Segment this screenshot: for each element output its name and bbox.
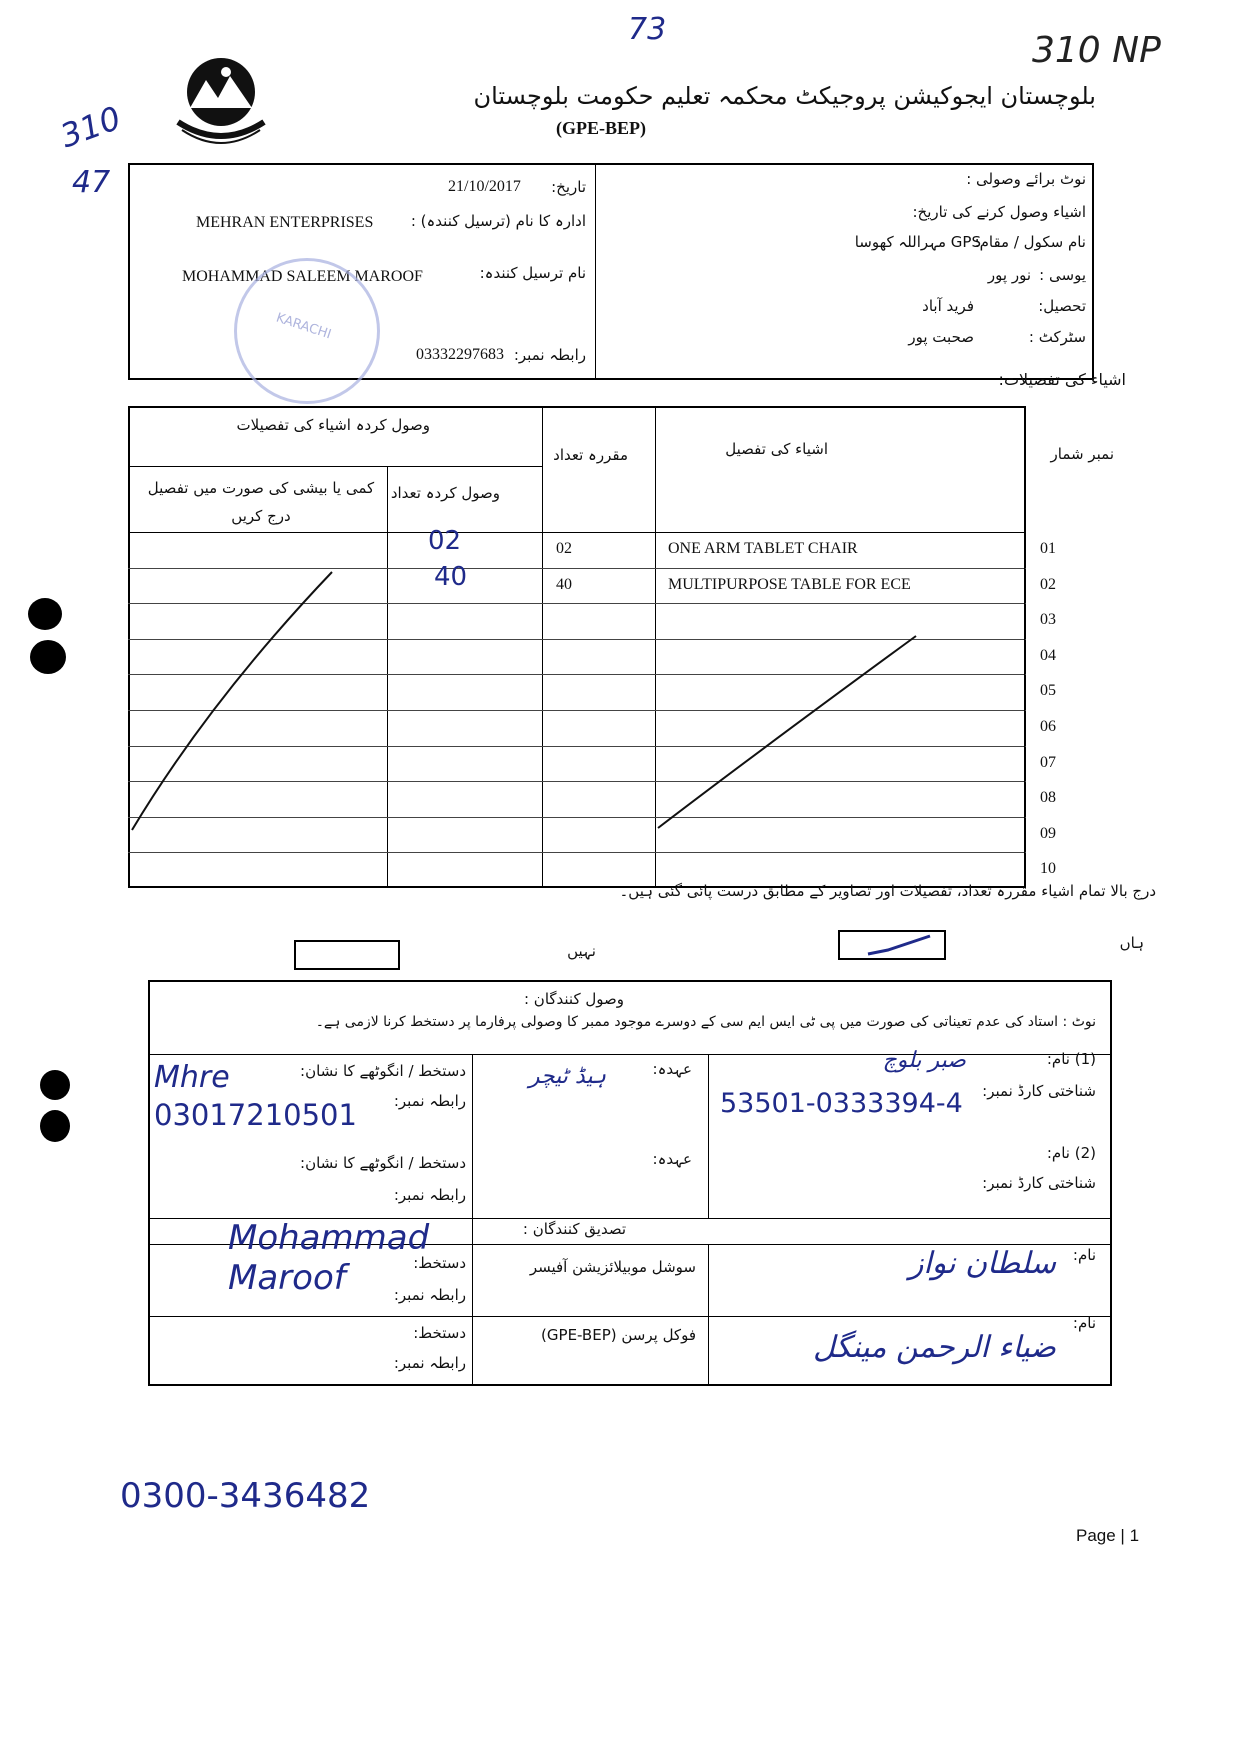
margin-note-top-center: 73 [628, 12, 667, 47]
v2-name-label: نام: [1072, 1314, 1096, 1332]
row-serial: 05 [1040, 682, 1056, 700]
r2-cnic-label: شناختی کارڈ نمبر: [982, 1174, 1096, 1192]
v2-contact-label: رابطہ نمبر: [393, 1354, 466, 1372]
receivers-col-a [472, 1054, 473, 1386]
row-received-qty: 40 [434, 561, 468, 592]
v1-signature: Mohammad Maroof [228, 1218, 430, 1298]
tehsil-value: فرید آباد [922, 297, 974, 315]
row-description: MULTIPURPOSE TABLE FOR ECE [668, 575, 911, 593]
r1-designation-label: عہدہ: [652, 1060, 692, 1078]
r1-contact-label: رابطہ نمبر: [393, 1092, 466, 1110]
r1-contact-value: 03017210501 [154, 1098, 357, 1132]
r1-name-value: صبر بلوچ [882, 1048, 966, 1073]
school-label: نام سکول / مقام: [974, 233, 1086, 251]
margin-note-top-left: 310 [55, 98, 126, 156]
page-subtitle: (GPE-BEP) [556, 118, 646, 138]
row-received-qty: 02 [428, 526, 462, 556]
row-serial: 01 [1040, 540, 1056, 557]
uc-value: نور پور [987, 266, 1031, 284]
org-value: MEHRAN ENTERPRISES [196, 214, 374, 231]
header-description: اشیاء کی تفصیل [725, 440, 828, 458]
verifiers-col-b [708, 1244, 709, 1386]
r1-sign-value: Mhre [154, 1060, 230, 1095]
verifiers-title: تصدیق کنندگان : [522, 1220, 626, 1238]
district-value: صحبت پور [908, 328, 974, 346]
r2-sign-label: دستخط / انگوٹھے کا نشان: [300, 1154, 466, 1172]
no-checkbox[interactable] [294, 940, 400, 970]
items-section-title: اشیاء کی تفصیلات: [998, 370, 1126, 389]
punch-hole [40, 1070, 70, 1100]
v1-name-label: نام: [1072, 1246, 1096, 1264]
header-serial: نمبر شمار [1050, 445, 1114, 463]
r1-designation-value: ہیڈ ٹیچر [528, 1064, 606, 1089]
tehsil-label: تحصیل: [1038, 297, 1086, 315]
receivers-col-b [708, 1054, 709, 1218]
yes-checkbox[interactable] [838, 930, 946, 960]
v2-sign-label: دستخط: [413, 1324, 466, 1342]
serial-column-divider [1024, 406, 1025, 888]
margin-note-top-left-2: 47 [72, 165, 111, 200]
stamp-text: KARACHI [274, 310, 333, 343]
school-value: GPS مہراللہ کھوسا [854, 233, 981, 251]
v2-designation: فوکل پرسن (GPE-BEP) [541, 1326, 696, 1344]
confirmation-statement: درج بالا تمام اشیاء مقررہ تعداد، تفصیلات اور تصاویر کے مطابق درست پائی گئی ہیں۔ [619, 882, 1156, 900]
r2-designation-label: عہدہ: [652, 1150, 692, 1168]
punch-hole [40, 1110, 70, 1142]
uc-label: یوسی : [1039, 266, 1086, 284]
punch-hole [28, 598, 62, 630]
row-serial: 04 [1040, 646, 1056, 664]
header-fixed-qty: مقررہ تعداد [553, 446, 628, 464]
v1-sign-label: دستخط: [413, 1254, 466, 1272]
page-title: بلوچستان ایجوکیشن پروجیکٹ محکمہ تعلیم حکومت بلوچستان [473, 82, 1096, 110]
v1-designation: سوشل موبیلائزیشن آفیسر [529, 1258, 696, 1276]
r2-name-label: (2) نام: [1046, 1144, 1096, 1162]
header-received-group: وصول کردہ اشیاء کی تفصیلات [236, 416, 430, 434]
row-serial: 08 [1040, 789, 1056, 807]
row-fixed-qty: 02 [556, 540, 572, 557]
v1-name-value: سلطان نواز [908, 1246, 1056, 1281]
r1-sign-label: دستخط / انگوٹھے کا نشان: [300, 1062, 466, 1080]
row-serial: 10 [1040, 860, 1056, 878]
header-shortage: کمی یا بیشی کی صورت میں تفصیل درج کریں [147, 479, 375, 525]
row-serial: 02 [1040, 575, 1056, 593]
sender-label: نام ترسیل کنندہ: [479, 264, 586, 282]
verifiers-row-line [148, 1316, 1112, 1317]
row-description: ONE ARM TABLET CHAIR [668, 540, 858, 557]
margin-note-top-right: 310 NP [1032, 30, 1161, 71]
v2-name-value: ضیاء الرحمن مینگل [812, 1330, 1056, 1365]
r2-contact-label: رابطہ نمبر: [393, 1186, 466, 1204]
receive-date-label: اشیاء وصول کرنے کی تاریخ: [912, 203, 1086, 221]
page-number: Page | 1 [1076, 1526, 1140, 1545]
date-label: تاریخ: [551, 178, 586, 196]
org-label: ادارہ کا نام (ترسیل کنندہ) : [410, 212, 586, 230]
check-mark-icon [840, 932, 944, 958]
header-received-qty: وصول کردہ تعداد [390, 484, 500, 502]
receivers-header-line [148, 1054, 1112, 1055]
district-label: سٹرکٹ : [1028, 328, 1086, 346]
row-serial: 07 [1040, 753, 1056, 771]
receivers-note: نوٹ : استاد کی عدم تعیناتی کی صورت میں پی ٹی ایس ایم سی کے دوسرے موجود ممبر کا وصولی پرفارما پر دستخط کرنا لازمی ہے۔ [315, 1014, 1096, 1030]
row-serial: 06 [1040, 718, 1056, 735]
v1-contact-label: رابطہ نمبر: [393, 1286, 466, 1304]
receivers-title: وصول کنندگان : [523, 990, 624, 1008]
punch-hole [30, 640, 66, 674]
contact-label: رابطہ نمبر: [513, 346, 586, 364]
r1-name-label: (1) نام: [1046, 1050, 1096, 1068]
contact-value: 03332297683 [416, 346, 504, 363]
row-serial: 09 [1040, 824, 1056, 842]
date-value: 21/10/2017 [448, 178, 521, 195]
note-label: نوٹ برائے وصولی : [966, 170, 1086, 188]
row-serial: 03 [1040, 611, 1056, 629]
footer-handwritten-phone: 0300-3436482 [120, 1476, 371, 1516]
sender-value: MOHAMMAD SALEEM MAROOF [182, 268, 423, 285]
yes-label: ہاں [1119, 934, 1144, 952]
no-label: نہیں [567, 942, 596, 960]
r1-cnic-value: 53501-0333394-4 [720, 1088, 963, 1119]
r1-cnic-label: شناختی کارڈ نمبر: [982, 1082, 1096, 1100]
row-fixed-qty: 40 [556, 575, 572, 593]
